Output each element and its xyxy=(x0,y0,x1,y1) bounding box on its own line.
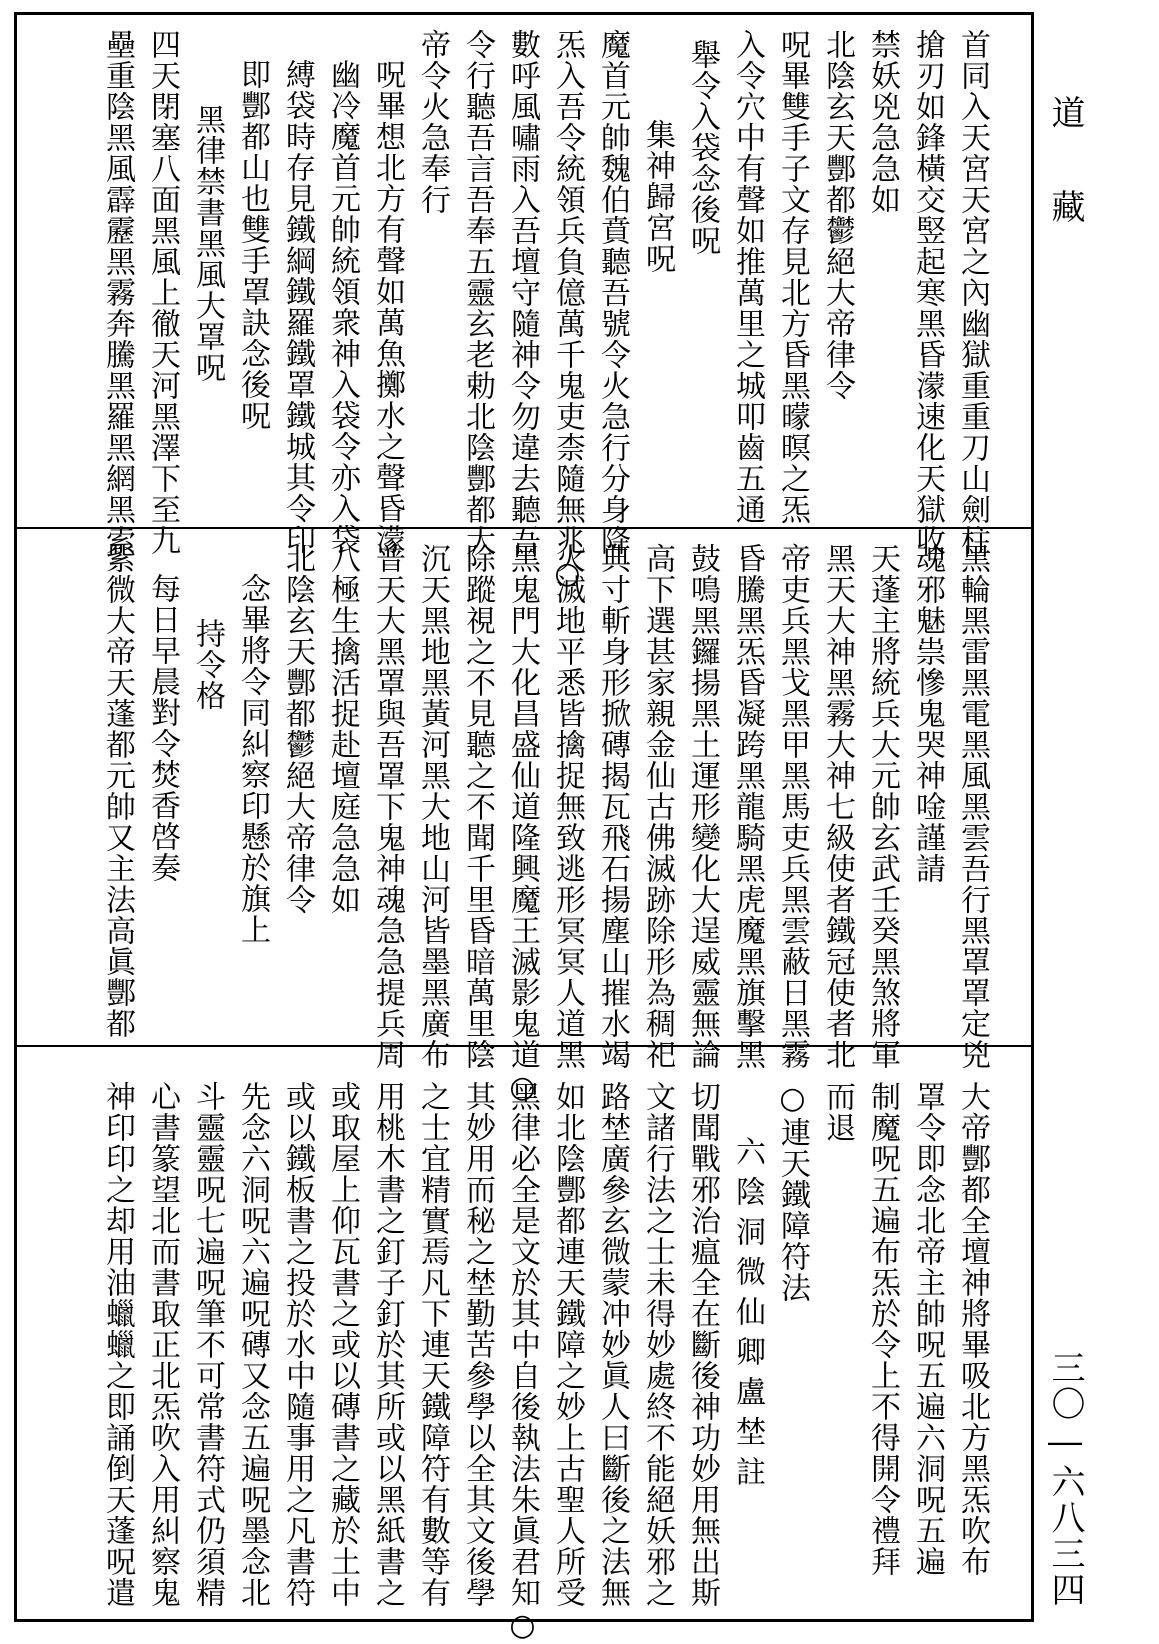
panel-middle-columns xyxy=(95,543,995,1106)
text-column: 八極生擒活捉赴壇庭急急如 xyxy=(325,543,360,915)
text-column: 念畢將令同糾察印懸於旗上 xyxy=(235,573,270,945)
page-frame xyxy=(14,12,1034,1644)
text-column: 高下選甚家親金仙古佛滅跡除形為稠祀 xyxy=(640,543,675,1070)
text-column: 黑律禁書黑風大罩呪 xyxy=(190,104,225,383)
text-column: 魂邪魅祟慘鬼哭神唫謹請 xyxy=(910,543,945,884)
text-column: 令行聽吾言吾奉五靈玄老勅北陰酆都大 xyxy=(460,29,495,556)
text-column: 紫微大帝天蓬都元帥又主法高眞酆都 xyxy=(100,543,135,1039)
text-column: 先念六洞呪六遍呪磚又念五遍呪墨念北 xyxy=(235,1081,270,1608)
text-column: 鼓鳴黑鑼揚黑土運形變化大逞威靈無論 xyxy=(685,543,720,1070)
text-column: 沉天黑地黑黃河黑大地山河皆墨黑廣布 xyxy=(415,543,450,1070)
text-column: 之士宜精實焉凡下連天鐵障符有數等有 xyxy=(415,1081,450,1608)
text-column: 或以鐵板書之投於水中隨事用之凡書符 xyxy=(280,1081,315,1608)
panel-top-columns xyxy=(95,29,995,592)
text-column: 典寸斬身形掀磚揭瓦飛石揚塵山摧水竭 xyxy=(595,543,630,1070)
text-column: 其妙用而秘之埜勤苦參學以全其文後學 xyxy=(460,1081,495,1608)
text-column: 黑鬼門大化昌盛仙道隆興魔王滅影鬼道○ xyxy=(505,543,540,1106)
text-column: 四天閉塞八面黑風上徹天河黑澤下至九 xyxy=(145,29,180,556)
text-column: 或取屋上仰瓦書之或以磚書之藏於土中 xyxy=(325,1081,360,1608)
page-number: 三〇―六八三四 xyxy=(1045,1350,1085,1608)
text-column: 黑律必全是文於其中自後執法朱眞君知○ xyxy=(505,1081,540,1644)
text-column: 黑天大神黑霧大神七級使者鐵冠使者北 xyxy=(820,543,855,1070)
text-column: 帝吏兵黑戈黑甲黑馬吏兵黑雲蔽日黑霧 xyxy=(775,543,810,1070)
text-column: 切聞戰邪治瘟全在斷後神功妙用無出斯 xyxy=(685,1081,720,1608)
text-column: 帝令火急奉行 xyxy=(415,29,450,215)
text-column: 而退 xyxy=(820,1081,855,1143)
text-column: 數呼風嘯雨入吾壇守隨神令勿違去聽吾 xyxy=(505,29,540,556)
section-heading: ○連天鐵障符法 xyxy=(775,1081,810,1303)
panel-top xyxy=(17,15,1031,592)
text-column: 即酆都山也雙手罩訣念後呪 xyxy=(235,59,270,431)
panel-bottom xyxy=(17,1047,1031,1644)
text-column: 用桃木書之釘子釘於其所或以黑紙書之 xyxy=(370,1081,405,1608)
text-column: 首同入天宮天宮之內幽獄重重刀山劍柱 xyxy=(955,29,990,556)
text-column: 路埜廣參玄微蒙冲妙眞人曰斷後之法無 xyxy=(595,1081,630,1608)
panel-bottom-columns xyxy=(95,1061,995,1644)
text-column: 斗靈靈呪七遍呪筆不可常書符式仍須精 xyxy=(190,1081,225,1608)
text-column: 魔首元帥魏伯賁聽吾號令火急行分身降 xyxy=(595,29,630,556)
text-column: 除蹤視之不見聽之不聞千里昏暗萬里陰 xyxy=(460,543,495,1070)
author-line: 六陰洞微仙卿盧埜註 xyxy=(730,1136,765,1496)
text-column: 每日早晨對令焚香啓奏 xyxy=(145,573,180,883)
text-column: 北陰玄天酆都鬱絕大帝律令 xyxy=(820,29,855,401)
collection-title: 道藏 xyxy=(1045,95,1085,283)
text-column: 大帝酆都全壇神將畢吸北方黑炁吹布 xyxy=(955,1081,990,1577)
text-column: 火滅地平悉皆擒捉無致逃形冥冥人道黑 xyxy=(550,543,585,1070)
text-column: 幽冷魔首元帥統領衆神入袋令亦入袋 xyxy=(325,59,360,555)
text-column: 呪畢雙手子文存見北方昏黑曚暝之炁 xyxy=(775,29,810,525)
text-column: 普天大黑罩與吾罩下鬼神魂急急提兵周 xyxy=(370,543,405,1070)
text-column: 北陰玄天酆都鬱絕大帝律令 xyxy=(280,543,315,915)
text-column: 集神歸宮呪 xyxy=(640,119,675,274)
text-column: 昏騰黑炁昏凝跨黑龍騎黑虎魔黑旗擊黑 xyxy=(730,543,765,1070)
panel-middle xyxy=(17,529,1031,1106)
text-column: 壘重陰黑風霹靂黑霧奔騰黑羅黑網黑索 xyxy=(100,29,135,556)
text-column: 心書篆望北而書取正北炁吹入用糾察鬼 xyxy=(145,1081,180,1608)
text-column: 縛袋時存見鐵綱鐵羅鐵罩鐵城其令印 xyxy=(280,59,315,555)
text-column: 罩令即念北帝主帥呪五遍六洞呪五遍 xyxy=(910,1081,945,1577)
text-column: 文諸行法之士未得妙處終不能絕妖邪之 xyxy=(640,1081,675,1608)
text-column: 搶刃如鋒橫交竪起寒黑昏濛速化天獄收 xyxy=(910,29,945,556)
text-column: 舉令入袋念後呪 xyxy=(685,39,720,256)
text-column: 如北陰酆都連天鐵障之妙上古聖人所受 xyxy=(550,1081,585,1608)
text-column: 呪畢想北方有聲如萬魚擲水之聲昏濛 xyxy=(370,59,405,555)
text-column: 黑輪黑雷黑電黑風黑雲吾行黑罩罩定兇 xyxy=(955,543,990,1070)
text-column: 神印印之却用油蠟蠟之即誦倒天蓬呪遣 xyxy=(100,1081,135,1608)
text-column: 天蓬主將統兵大元帥玄武壬癸黑煞將軍 xyxy=(865,543,900,1070)
text-column: 制魔呪五遍布炁於令上不得開令禮拜 xyxy=(865,1081,900,1577)
text-column: 禁妖兇急急如 xyxy=(865,29,900,215)
text-column: 持令格 xyxy=(190,618,225,711)
text-column: 入令穴中有聲如推萬里之城叩齒五通 xyxy=(730,29,765,525)
text-column: 炁入吾令統領兵負億萬千鬼吏柰隨無兆○ xyxy=(550,29,585,592)
